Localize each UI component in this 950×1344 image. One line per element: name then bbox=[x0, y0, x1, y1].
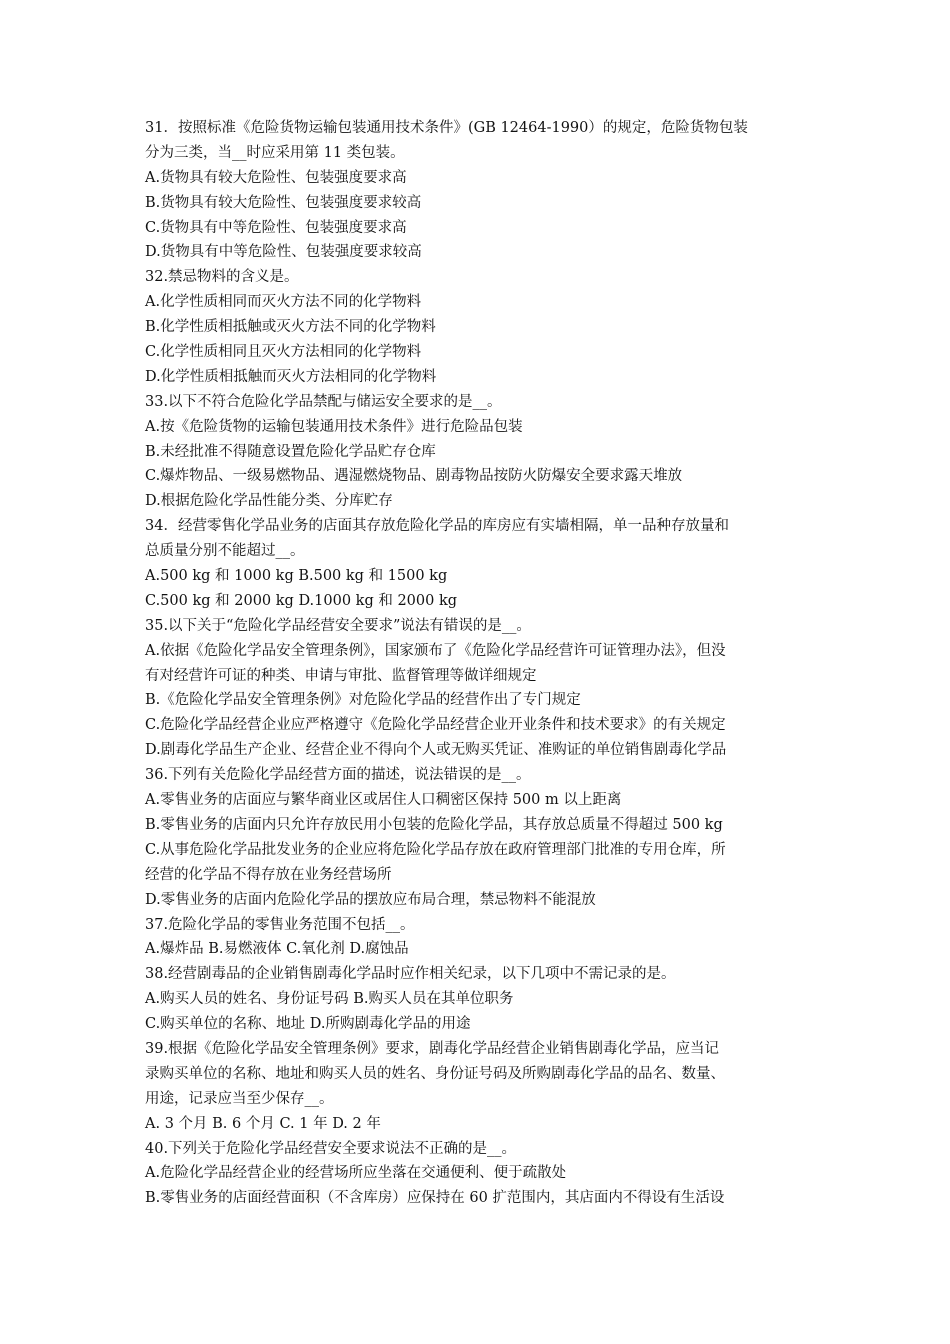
question-34-text: 34．经营零售化学品业务的店面其存放危险化学品的库房应有实墙相隔，单一品种存放量和 bbox=[145, 518, 729, 535]
question-35-text: 35.以下关于“危险化学品经营安全要求”说法有错误的是__。 bbox=[145, 617, 531, 634]
question-39-text-cont: 录购买单位的名称、地址和购买人员的姓名、身份证号码及所购剧毒化学品的品名、数量、 bbox=[145, 1065, 725, 1082]
question-31-option-a: A.货物具有较大危险性、包装强度要求高 bbox=[145, 169, 407, 186]
question-36-text: 36.下列有关危险化学品经营方面的描述，说法错误的是__。 bbox=[145, 767, 531, 784]
document-body bbox=[145, 116, 813, 1211]
question-33-option-a: A.按《危险货物的运输包装通用技术条件》进行危险品包装 bbox=[145, 418, 523, 435]
question-32-option-b: B.化学性质相抵触或灭火方法不同的化学物料 bbox=[145, 319, 436, 336]
question-37-text: 37.危险化学品的零售业务范围不包括__。 bbox=[145, 916, 415, 933]
question-36-option-c-cont: 经营的化学品不得存放在业务经营场所 bbox=[145, 866, 392, 883]
question-40-option-b: B.零售业务的店面经营面积（不含库房）应保持在 60 扩范围内，其店面内不得设有生活设 bbox=[145, 1190, 725, 1207]
question-37-options: A.爆炸品 B.易燃液体 C.氧化剂 D.腐蚀品 bbox=[145, 941, 409, 958]
question-36-option-c: C.从事危险化学品批发业务的企业应将危险化学品存放在政府管理部门批准的专用仓库，所 bbox=[145, 841, 726, 858]
question-40-option-a: A.危险化学品经营企业的经营场所应坐落在交通便利、便于疏散处 bbox=[145, 1165, 567, 1182]
question-32-option-a: A.化学性质相同而灭火方法不同的化学物料 bbox=[145, 294, 422, 311]
question-39-text-cont-2: 用途，记录应当至少保存__。 bbox=[145, 1090, 334, 1107]
question-40-text: 40.下列关于危险化学品经营安全要求说法不正确的是__。 bbox=[145, 1140, 517, 1157]
question-31-text-cont: 分为三类，当__时应采用第 11 类包装。 bbox=[145, 144, 405, 161]
question-39-text: 39.根据《危险化学品安全管理条例》要求，剧毒化学品经营企业销售剧毒化学品，应当记 bbox=[145, 1040, 720, 1057]
question-38-options-cd: C.购买单位的名称、地址 D.所购剧毒化学品的用途 bbox=[145, 1016, 471, 1033]
question-36-option-a: A.零售业务的店面应与繁华商业区或居住人口稠密区保持 500 m 以上距离 bbox=[145, 792, 622, 809]
question-34-options-ab: A.500 kg 和 1000 kg B.500 kg 和 1500 kg bbox=[145, 568, 448, 585]
question-31-option-b: B.货物具有较大危险性、包装强度要求较高 bbox=[145, 194, 422, 211]
question-35-option-b: B.《危险化学品安全管理条例》对危险化学品的经营作出了专门规定 bbox=[145, 692, 581, 709]
question-36-option-b: B.零售业务的店面内只允许存放民用小包装的危险化学品，其存放总质量不得超过 500 kg bbox=[145, 816, 723, 833]
question-34-text-cont: 总质量分别不能超过__。 bbox=[145, 543, 305, 560]
question-35-option-c: C.危险化学品经营企业应严格遵守《危险化学品经营企业开业条件和技术要求》的有关规定 bbox=[145, 717, 726, 734]
question-32-text: 32.禁忌物料的含义是。 bbox=[145, 269, 299, 286]
question-31-option-d: D.货物具有中等危险性、包装强度要求较高 bbox=[145, 244, 422, 261]
question-31-text: 31．按照标准《危险货物运输包装通用技术条件》(GB 12464-1990）的规定，危险货物包装 bbox=[145, 120, 748, 136]
question-33-option-d: D.根据危险化学品性能分类、分库贮存 bbox=[145, 493, 393, 510]
question-34-options-cd: C.500 kg 和 2000 kg D.1000 kg 和 2000 kg bbox=[145, 592, 458, 609]
question-36-option-d: D.零售业务的店面内危险化学品的摆放应布局合理，禁忌物料不能混放 bbox=[145, 891, 596, 908]
question-33-option-b: B.未经批准不得随意设置危险化学品贮存仓库 bbox=[145, 443, 436, 460]
question-35-option-a-cont: 有对经营许可证的种类、申请与审批、监督管理等做详细规定 bbox=[145, 667, 537, 684]
question-32-option-d: D.化学性质相抵触而灭火方法相同的化学物料 bbox=[145, 368, 437, 385]
question-35-option-d: D.剧毒化学品生产企业、经营企业不得向个人或无购买凭证、准购证的单位销售剧毒化学品 bbox=[145, 742, 727, 759]
question-33-text: 33.以下不符合危险化学品禁配与储运安全要求的是__。 bbox=[145, 393, 502, 410]
question-35-option-a: A.依据《危险化学品安全管理条例》，国家颁布了《危险化学品经营许可证管理办法》，但没 bbox=[145, 642, 726, 659]
question-38-text: 38.经营剧毒品的企业销售剧毒化学品时应作相关纪录，以下几项中不需记录的是。 bbox=[145, 966, 676, 983]
question-39-options: A. 3 个月 B. 6 个月 C. 1 年 D. 2 年 bbox=[145, 1115, 381, 1132]
question-33-option-c: C.爆炸物品、一级易燃物品、遇湿燃烧物品、剧毒物品按防火防爆安全要求露天堆放 bbox=[145, 468, 683, 485]
question-32-option-c: C.化学性质相同且灭火方法相同的化学物料 bbox=[145, 344, 422, 361]
question-31-option-c: C.货物具有中等危险性、包装强度要求高 bbox=[145, 219, 407, 236]
question-38-options-ab: A.购买人员的姓名、身份证号码 B.购买人员在其单位职务 bbox=[145, 991, 514, 1008]
